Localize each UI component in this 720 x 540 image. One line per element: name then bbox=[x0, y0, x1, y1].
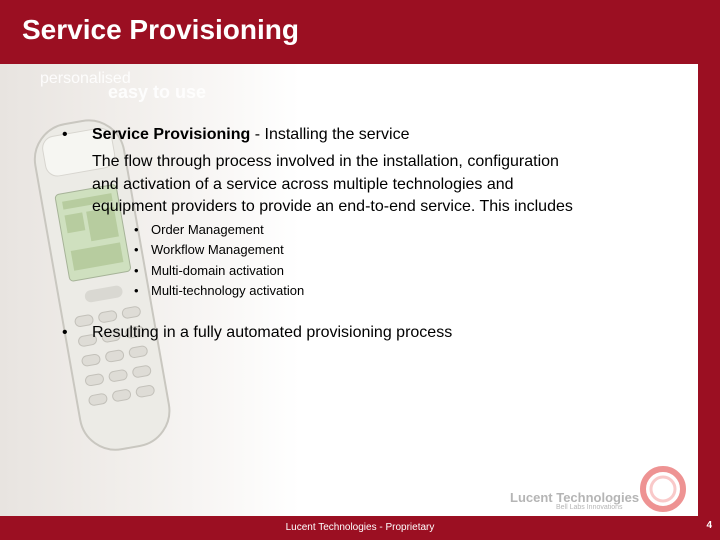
right-accent-stripe bbox=[698, 64, 720, 516]
sub-item-workflow-management: Workflow Management bbox=[151, 242, 284, 257]
bullet-1-lead: Service Provisioning bbox=[92, 126, 251, 143]
bullet-1-body-line: The flow through process involved in the installation, configuration bbox=[92, 153, 559, 170]
company-logo-text: Lucent Technologies bbox=[510, 490, 640, 505]
bullet-marker: • bbox=[62, 324, 68, 341]
sub-item-multi-domain-activation: Multi-domain activation bbox=[151, 263, 284, 278]
background-word-easy-to-use: easy to use bbox=[108, 82, 207, 102]
footer-text: Lucent Technologies - Proprietary bbox=[285, 522, 435, 533]
sub-bullet-marker: • bbox=[134, 242, 139, 257]
sub-bullet-marker: • bbox=[134, 222, 139, 237]
page-number: 4 bbox=[706, 520, 712, 531]
company-tagline: Bell Labs Innovations bbox=[556, 504, 623, 511]
innovation-ring-logo bbox=[636, 462, 690, 516]
background-word-personalised: personalised bbox=[40, 70, 131, 87]
sub-item-multi-technology-activation: Multi-technology activation bbox=[151, 283, 305, 298]
bullet-1-heading bbox=[92, 126, 409, 144]
bullet-2-text: Resulting in a fully automated provisioning process bbox=[92, 324, 453, 341]
bullet-1-body-line: equipment providers to provide an end-to-end service. This includes bbox=[92, 198, 573, 215]
slide-title: Service Provisioning bbox=[22, 14, 299, 45]
bullet-marker: • bbox=[62, 126, 68, 143]
bullet-1-body-line: and activation of a service across multiple technologies and bbox=[92, 176, 514, 193]
bullet-1-lead-rest: - Installing the service bbox=[250, 126, 410, 143]
sub-bullet-marker: • bbox=[134, 263, 139, 278]
sub-bullet-marker: • bbox=[134, 283, 139, 298]
sub-item-order-management: Order Management bbox=[151, 222, 264, 237]
